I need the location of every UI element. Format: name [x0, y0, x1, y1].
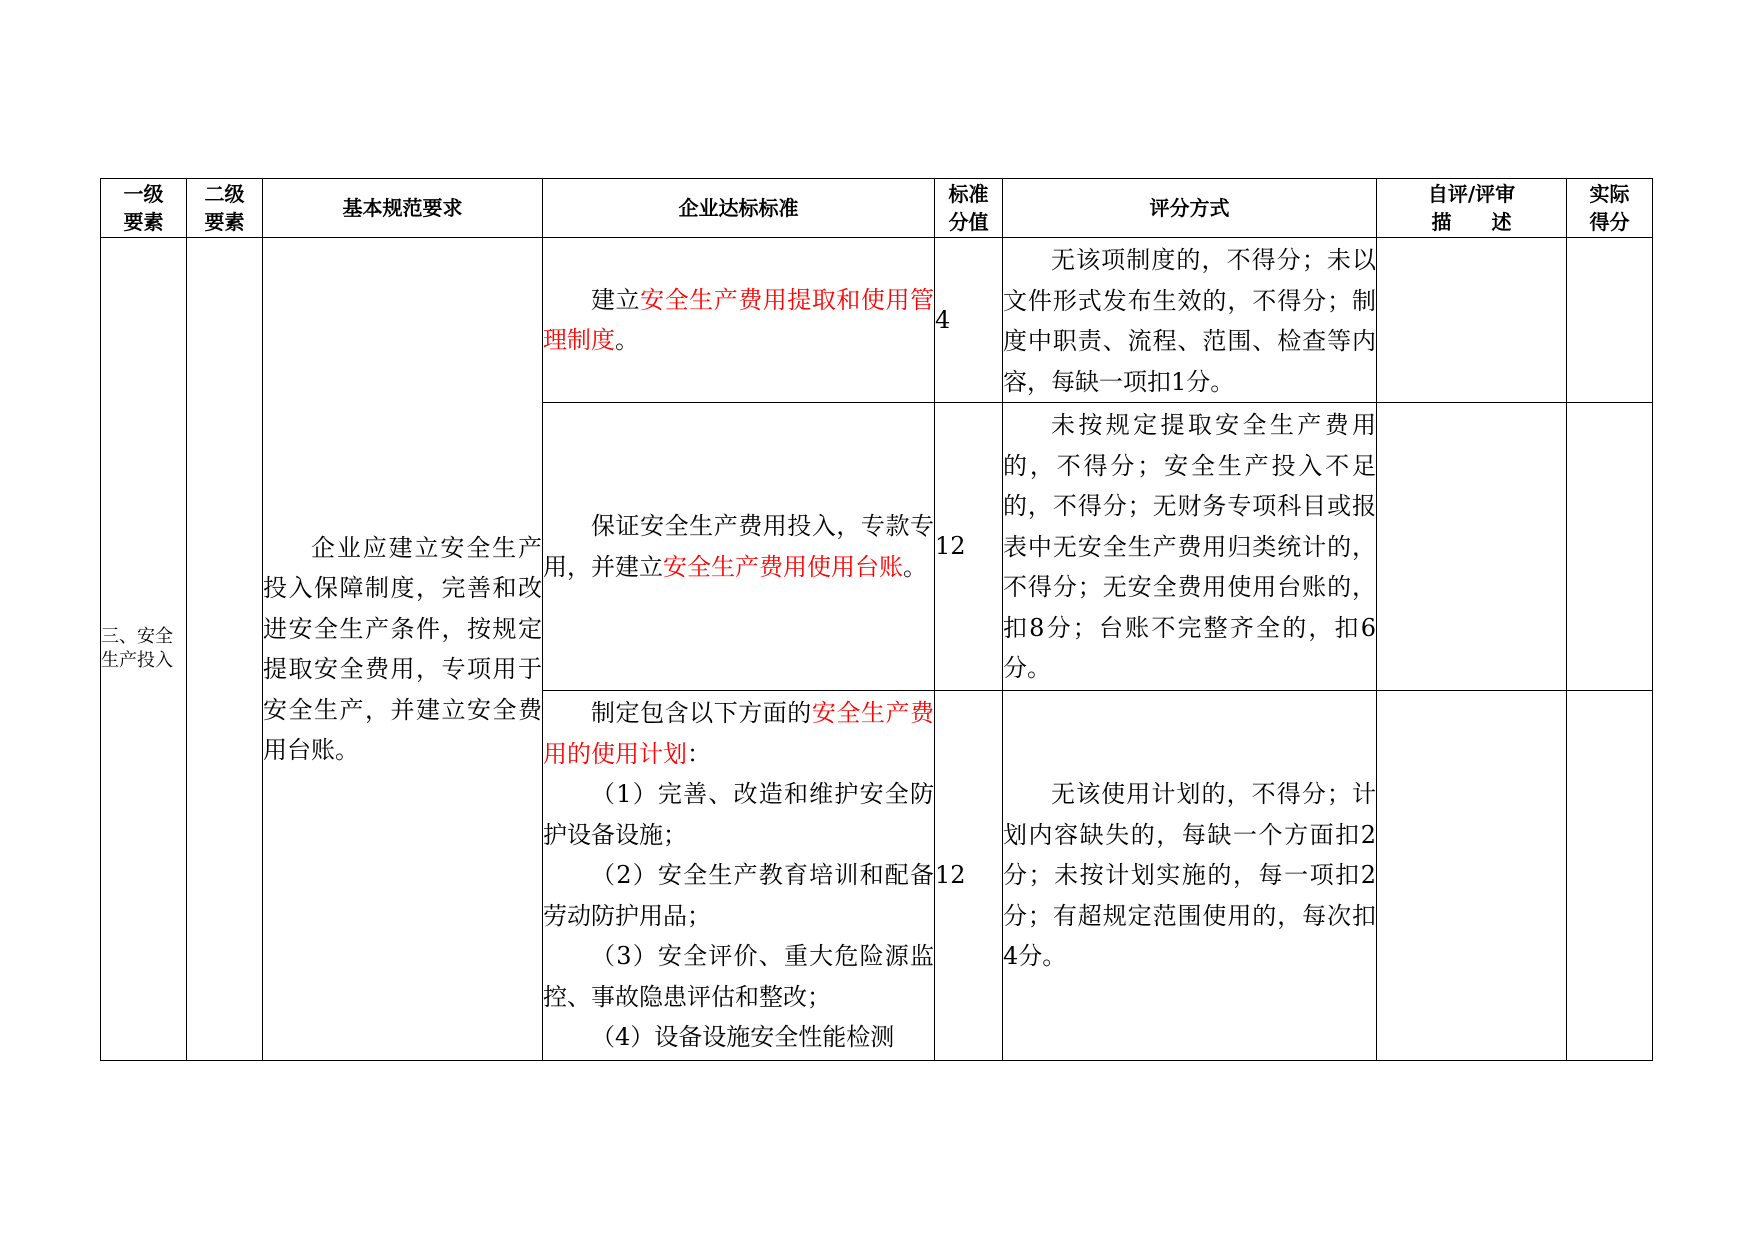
standards-table: [100, 178, 1653, 1061]
score-cell: 12: [935, 691, 1003, 1061]
standard-text: ：: [687, 739, 711, 768]
standard-intro: [543, 693, 934, 774]
standard-highlight: 安全生产费用的使用计划: [543, 699, 935, 768]
list-item: （3）安全评价、重大危险源监控、事故隐患评估和整改；: [543, 942, 934, 1011]
header-level2: 二级 要素: [187, 179, 263, 238]
review-cell[interactable]: [1377, 403, 1567, 691]
standard-text: 。: [903, 552, 927, 581]
standard-cell: [543, 403, 935, 691]
score-cell: 12: [935, 403, 1003, 691]
review-cell[interactable]: [1377, 238, 1567, 403]
method-cell: 未按规定提取安全生产费用的，不得分；安全生产投入不足的，不得分；无财务专项科目或报表中无安全生产费用归类统计的，不得分；无安全费用使用台账的，扣8分；台账不完整齐全的，扣6分。: [1003, 403, 1377, 691]
standard-cell: [543, 238, 935, 403]
standard-text: 保证安全生产费用投入，专款专用，并建立: [543, 512, 934, 581]
review-cell[interactable]: [1377, 691, 1567, 1061]
header-method: 评分方式: [1003, 179, 1377, 238]
header-row: [101, 179, 1653, 238]
requirement-cell: 企业应建立安全生产投入保障制度，完善和改进安全生产条件，按规定提取安全费用，专项用于安全生产，并建立安全费用台账。: [263, 238, 543, 1061]
standard-text: 制定包含以下方面的: [591, 699, 812, 727]
header-score: 标准 分值: [935, 179, 1003, 238]
header-actual: 实际 得分: [1567, 179, 1653, 238]
header-level1: 一级 要素: [101, 179, 187, 238]
actual-score-cell[interactable]: [1567, 238, 1653, 403]
level2-cell: [187, 238, 263, 1061]
list-item: （4）设备设施安全性能检测: [591, 1023, 895, 1051]
standard-highlight: 安全生产费用使用台账: [663, 552, 903, 581]
header-requirement: 基本规范要求: [263, 179, 543, 238]
header-standard: 企业达标标准: [543, 179, 935, 238]
actual-score-cell[interactable]: [1567, 691, 1653, 1061]
score-cell: 4: [935, 238, 1003, 403]
actual-score-cell[interactable]: [1567, 403, 1653, 691]
standard-cell: [543, 691, 935, 1061]
header-review: 自评/评审 描 述: [1377, 179, 1567, 238]
standard-highlight: 安全生产费用提取和使用管理制度: [543, 285, 935, 354]
level1-cell: 三、安全生产投入: [101, 238, 187, 1061]
list-item: （1）完善、改造和维护安全防护设备设施；: [543, 780, 934, 849]
standard-text: 建立: [591, 285, 641, 314]
standard-text: 。: [615, 326, 639, 354]
table-row: [101, 238, 1653, 403]
list-item: （2）安全生产教育培训和配备劳动防护用品；: [543, 861, 934, 930]
method-cell: 无该项制度的，不得分；未以文件形式发布生效的，不得分；制度中职责、流程、范围、检查等内容，每缺一项扣1分。: [1003, 238, 1377, 403]
method-cell: 无该使用计划的，不得分；计划内容缺失的，每缺一个方面扣2分；未按计划实施的，每一项扣2分；有超规定范围使用的，每次扣4分。: [1003, 691, 1377, 1061]
